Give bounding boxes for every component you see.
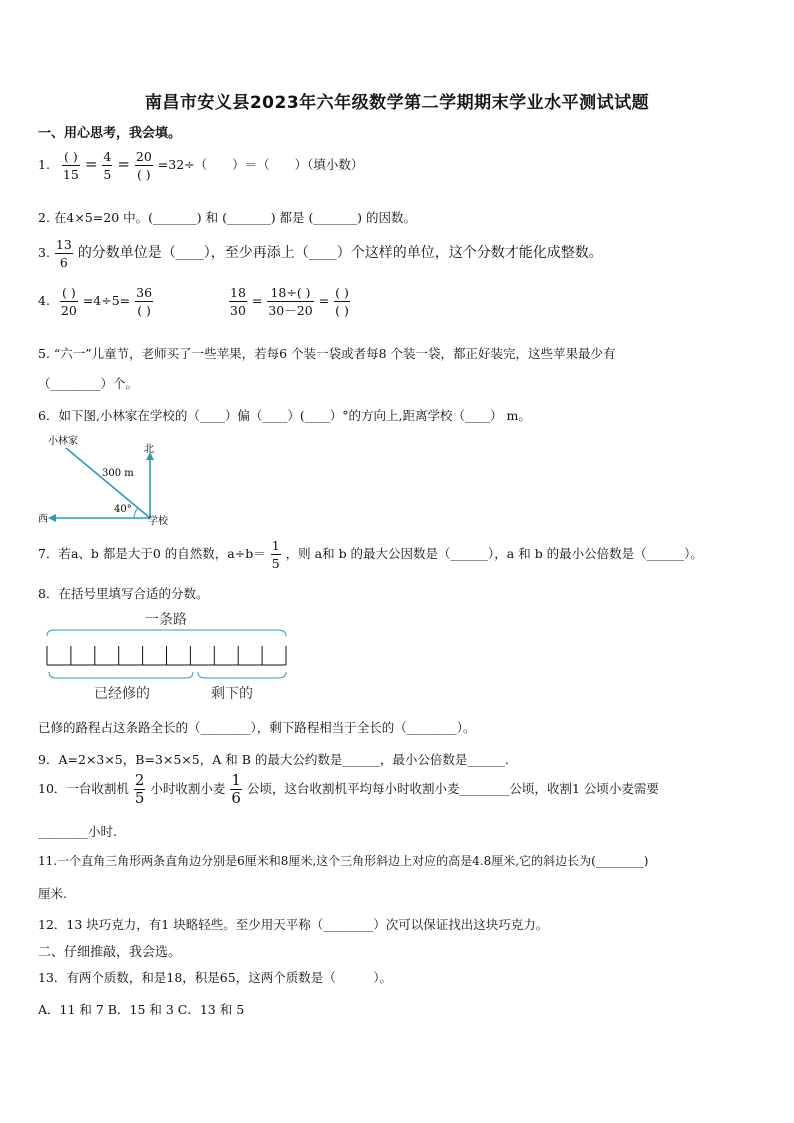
q1-number: 1. bbox=[38, 157, 50, 172]
q1-f1-numerator: ( ) bbox=[62, 148, 80, 166]
question-12: 12．13 块巧克力，有1 块略轻些。至少用天平称（________）次可以保证找出这块巧克力。 bbox=[38, 917, 549, 932]
angle-arc bbox=[134, 508, 138, 518]
q1-f3-denominator: ( ) bbox=[136, 167, 151, 182]
section-1-heading: 一、用心思考，我会填。 bbox=[38, 126, 182, 141]
q7-fraction bbox=[271, 537, 281, 572]
question-3 bbox=[38, 236, 603, 271]
question-1 bbox=[38, 148, 363, 183]
q10-post: 公顷，这台收割机平均每小时收割小麦________公顷，收割1 公顷小麦需要 bbox=[246, 781, 659, 796]
question-13: 13．有两个质数，和是18，积是65，这两个质数是（ ）。 bbox=[38, 970, 392, 985]
question-2: 2. 在4×5=20 中。(_______) 和 (_______) 都是 (_______) 的因数。 bbox=[38, 210, 417, 225]
q1-fraction-2 bbox=[102, 148, 112, 183]
road-brace bbox=[47, 630, 286, 636]
home-label: 小林家 bbox=[48, 436, 78, 447]
west-arrowhead bbox=[48, 514, 56, 522]
question-6: 6．如下图,小林家在学校的（____）偏（____）(____）°的方向上,距离学校（____） m。 bbox=[38, 408, 531, 423]
q6-direction-figure bbox=[34, 430, 194, 530]
q1-tail: =32÷（ ）＝（ ）（填小数） bbox=[157, 157, 364, 172]
q10-fraction-2 bbox=[230, 772, 242, 807]
q1-equals-2: = bbox=[117, 155, 130, 173]
question-5-line-2: （________）个。 bbox=[38, 376, 139, 391]
question-13-options: A．11 和 7 B．15 和 3 C．13 和 5 bbox=[38, 1002, 245, 1017]
road-label: 一条路 bbox=[145, 612, 187, 628]
question-10-line-2: ________小时. bbox=[38, 824, 117, 839]
q1-fraction-3 bbox=[135, 148, 153, 183]
q4-d-numerator: 18÷( ) bbox=[267, 284, 313, 302]
q8-road-diagram bbox=[40, 606, 300, 706]
q3-numerator: 13 bbox=[55, 237, 72, 252]
q4-b-numerator: 36 bbox=[136, 285, 153, 300]
angle-label: 40° bbox=[114, 504, 132, 515]
q4-number: 4. bbox=[38, 293, 50, 308]
school-label: 学校 bbox=[148, 516, 168, 527]
q7-numerator: 1 bbox=[271, 538, 280, 553]
done-label: 已经修的 bbox=[94, 686, 150, 702]
q4-c-numerator: 18 bbox=[230, 285, 246, 300]
question-5-line-1: 5. “六一”儿童节，老师买了一些苹果，若每6 个装一袋或者每8 个装一袋，都正好装完，这些苹果最少有 bbox=[38, 346, 616, 361]
q4-fraction-c bbox=[229, 284, 247, 319]
question-10 bbox=[38, 772, 659, 807]
q3-tail: 的分数单位是（____），至少再添上（____）个这样的单位，这个分数才能化成整数。 bbox=[77, 245, 603, 261]
section-2-heading: 二、仔细推敲，我会选。 bbox=[38, 945, 182, 960]
q7-denominator: 5 bbox=[271, 556, 280, 571]
north-label: 北 bbox=[144, 444, 154, 455]
q7-pre: 7．若a、b 都是大于0 的自然数，a÷b＝ bbox=[38, 546, 266, 561]
q10-f2-numerator: 1 bbox=[231, 771, 241, 789]
q3-denominator: 6 bbox=[59, 255, 68, 270]
q1-f1-denominator: 15 bbox=[62, 167, 79, 182]
q10-f1-denominator: 5 bbox=[134, 789, 145, 807]
q1-f2-numerator: 4 bbox=[103, 149, 112, 164]
q4-c-denominator: 30 bbox=[230, 303, 246, 318]
home-direction-line bbox=[66, 448, 150, 518]
question-7 bbox=[38, 537, 703, 572]
q4-equals-c: = bbox=[251, 293, 263, 308]
q3-number: 3. bbox=[38, 245, 50, 260]
q10-fraction-1 bbox=[134, 772, 146, 807]
q10-f1-numerator: 2 bbox=[134, 771, 145, 789]
question-9: 9．A=2×3×5，B=3×5×5，A 和 B 的最大公约数是______，最小公倍数是______. bbox=[38, 752, 509, 767]
q4-fraction-b bbox=[135, 284, 153, 319]
q4-d-denominator: 30－20 bbox=[268, 303, 313, 318]
q7-post: ，则 a和 b 的最大公因数是（______），a 和 b 的最小公倍数是（______）。 bbox=[285, 546, 703, 561]
q4-b-denominator: ( ) bbox=[137, 303, 151, 318]
q1-fraction-1 bbox=[62, 148, 80, 183]
question-11-line-2: 厘米. bbox=[38, 886, 67, 901]
q10-pre: 10．一台收割机 bbox=[38, 781, 129, 796]
question-8-answer: 已修的路程占这条路全长的（________），剩下路程相当于全长的（________）。 bbox=[38, 720, 476, 735]
q4-fraction-a bbox=[60, 284, 78, 319]
q4-middle: =4÷5= bbox=[82, 293, 131, 308]
q4-e-denominator: ( ) bbox=[335, 303, 349, 318]
left-brace bbox=[198, 672, 286, 678]
q4-a-denominator: 20 bbox=[60, 303, 77, 318]
west-label: 西 bbox=[38, 514, 48, 525]
distance-label: 300 m bbox=[102, 468, 134, 479]
q4-fraction-e bbox=[334, 284, 350, 319]
road-ticks bbox=[47, 646, 286, 665]
q4-e-numerator: ( ) bbox=[335, 285, 349, 300]
page-title: 南昌市安义县2023年六年级数学第二学期期末学业水平测试试题 bbox=[144, 93, 650, 113]
q3-fraction bbox=[55, 236, 73, 271]
q4-a-numerator: ( ) bbox=[60, 284, 78, 302]
q1-f2-denominator: 5 bbox=[103, 167, 112, 182]
q1-equals-1: = bbox=[84, 155, 98, 173]
q10-f2-denominator: 6 bbox=[231, 789, 241, 807]
q4-equals-d: = bbox=[318, 293, 330, 308]
left-label: 剩下的 bbox=[211, 686, 253, 702]
q10-mid: 小时收割小麦 bbox=[150, 781, 226, 796]
question-4 bbox=[38, 284, 351, 319]
done-brace bbox=[49, 672, 193, 678]
q4-fraction-d bbox=[267, 284, 313, 319]
question-11-line-1: 11.一个直角三角形两条直角边分别是6厘米和8厘米,这个三角形斜边上对应的高是4.8厘米,它的斜边长为(________) bbox=[38, 854, 649, 868]
q1-f3-numerator: 20 bbox=[135, 149, 152, 164]
question-8: 8．在括号里填写合适的分数。 bbox=[38, 586, 209, 601]
